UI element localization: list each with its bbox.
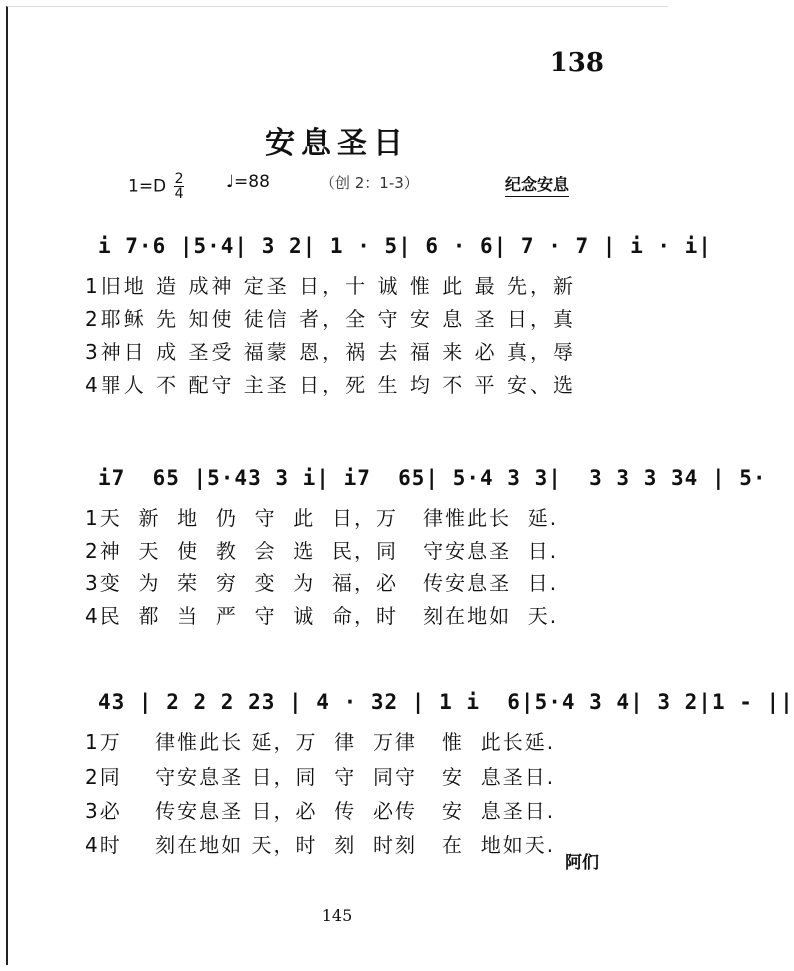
- time-signature: [174, 172, 185, 201]
- tempo-marking: ♩=88: [226, 172, 270, 192]
- amen-label: 阿们: [565, 853, 599, 873]
- lyric-line: 1旧地 造 成神 定圣 日，十 诚 惟 此 最 先，新: [85, 274, 576, 298]
- time-signature-bottom: 4: [174, 186, 184, 202]
- lyric-line: 3必 传安息圣 日，必 传 必传 安 息圣日.: [85, 799, 556, 823]
- notation-line: i7 65 |5·43 3 i| i7 65| 5·4 3 3| 3 3 3 34 | 5·: [98, 466, 767, 490]
- page-number: 145: [321, 906, 353, 925]
- lyric-line: 4民 都 当 严 守 诚 命，时 刻在地如 天.: [85, 604, 559, 628]
- hymn-title: 安息圣日: [265, 126, 409, 161]
- lyric-line: 1天 新 地 仍 守 此 日，万 律惟此长 延.: [85, 506, 559, 530]
- lyric-line: 4时 刻在地如 天，时 刻 时刻 在 地如天.: [85, 833, 556, 857]
- lyric-line: 2同 守安息圣 日，同 守 同守 安 息圣日.: [85, 765, 556, 789]
- lyric-line: 4罪人 不 配守 主圣 日，死 生 均 不 平 安、选: [85, 373, 576, 397]
- hymn-subject: 纪念安息: [505, 172, 569, 197]
- lyric-line: 3神日 成 圣受 福蒙 恩，祸 去 福 来 必 真，辱: [85, 340, 576, 364]
- lyric-line: 1万 律惟此长 延，万 律 万律 惟 此长延.: [85, 730, 556, 754]
- lyric-line: 3变 为 荣 穷 变 为 福，必 传安息圣 日.: [85, 571, 559, 595]
- scripture-reference: （创 2：1-3）: [320, 174, 419, 192]
- lyric-line: 2耶稣 先 知使 徒信 者，全 守 安 息 圣 日，真: [85, 307, 576, 331]
- time-signature-top: 2: [174, 171, 184, 187]
- key-label: 1=D: [128, 176, 167, 197]
- hymn-number: 138: [549, 48, 604, 78]
- notation-line: 43 | 2 2 2 23 | 4 · 32 | 1 i 6|5·4 3 4| 3 2|1 - ||: [98, 690, 794, 714]
- key-signature: [128, 172, 184, 201]
- lyric-line: 2神 天 使 教 会 选 民，同 守安息圣 日.: [85, 539, 559, 563]
- notation-line: i 7·6 |5·4| 3 2| 1 · 5| 6 · 6| 7 · 7 | i · i|: [98, 234, 712, 258]
